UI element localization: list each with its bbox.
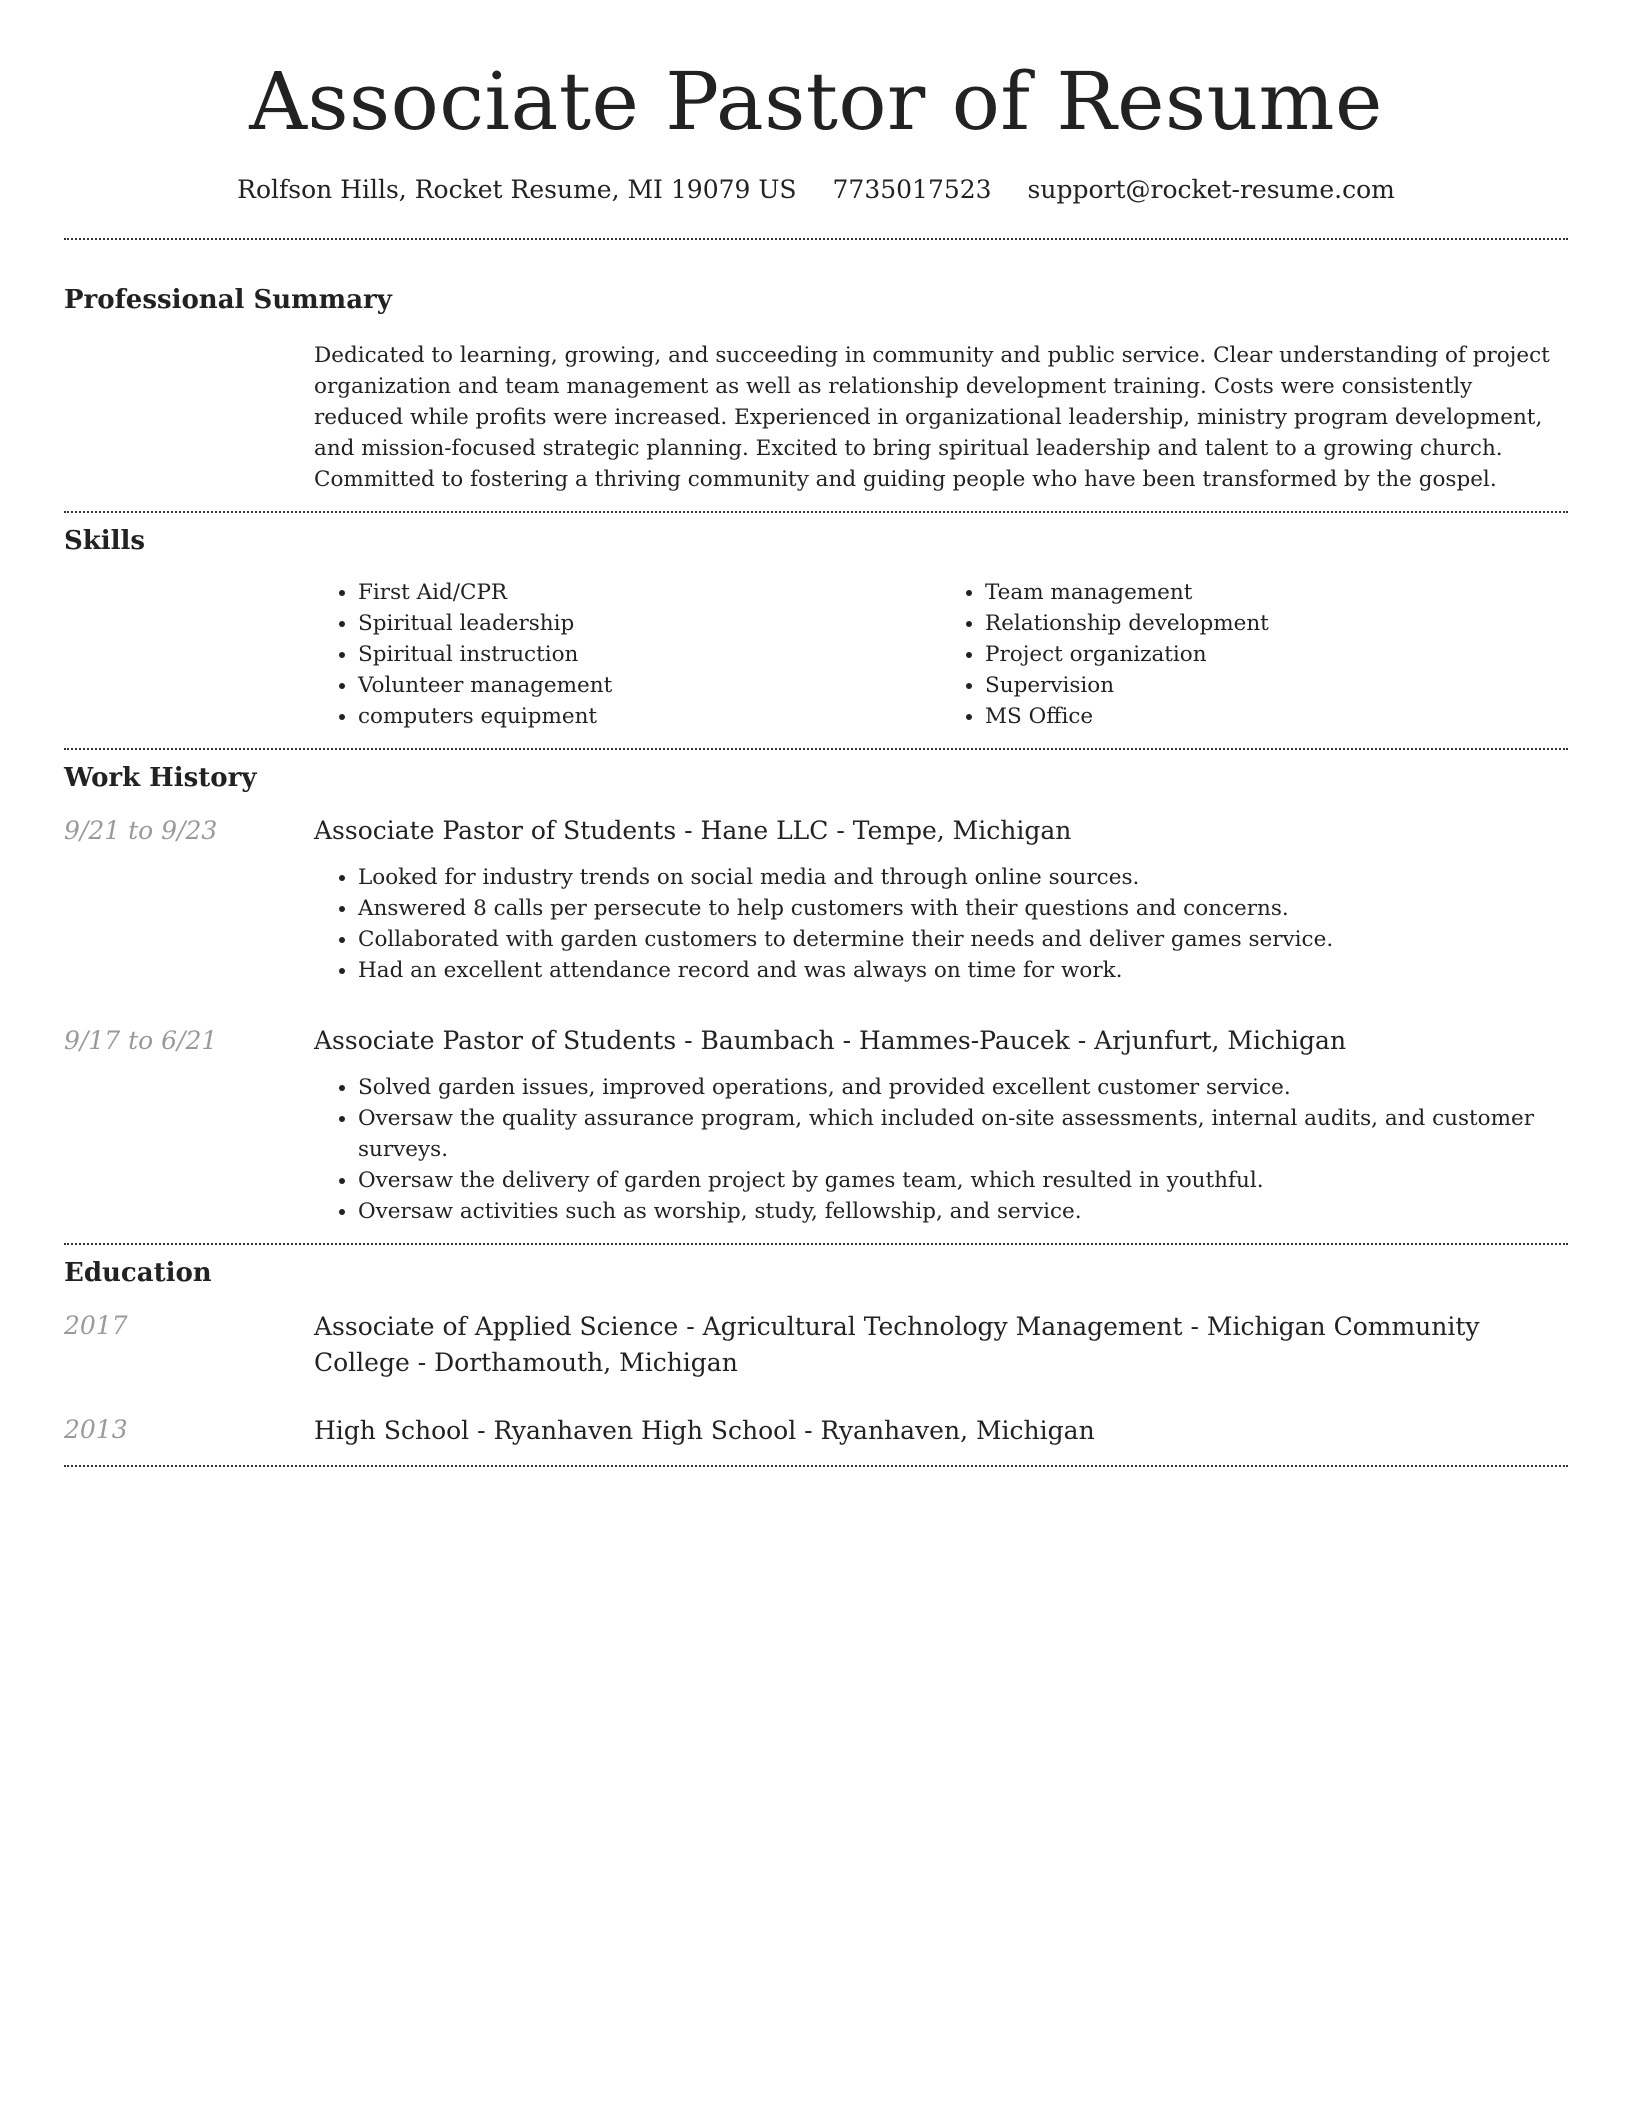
contact-email: support@rocket-resume.com <box>1027 175 1395 204</box>
skills-spacer <box>64 577 314 732</box>
education-title: Education <box>64 1258 212 1288</box>
education-content <box>314 1413 1568 1449</box>
job-bullets <box>314 1072 1568 1227</box>
education-content <box>314 1309 1568 1381</box>
job-dates: 9/17 to 6/21 <box>64 1026 218 1055</box>
skill-item: • First Aid/CPR <box>358 577 941 608</box>
job-bullet: • Oversaw the delivery of garden project by games team, which resulted in youthful. <box>358 1165 1568 1196</box>
contact-phone: 7735017523 <box>832 175 992 204</box>
skills-row <box>64 577 1568 732</box>
job-bullets <box>314 862 1568 986</box>
work-section <box>64 750 1568 1227</box>
summary-text: Dedicated to learning, growing, and succeeding in community and public service. Clear understanding of project organization and team management as well as relationship development training. Costs were consistently reduced while profits were increased. Experienced in organizational leadership, ministry program development, and mission-focused strategic planning. Excited to bring spiritual leadership and talent to a growing church. Committed to fostering a thriving community and guiding people who have been transformed by the gospel. <box>314 343 1550 492</box>
job-content <box>314 814 1568 986</box>
job-entry <box>64 814 1568 986</box>
skill-item: • Spiritual leadership <box>358 608 941 639</box>
education-entry <box>64 1413 1568 1449</box>
skill-item: • Spiritual instruction <box>358 639 941 670</box>
skills-list-left <box>314 577 941 732</box>
skill-item: • Team management <box>985 577 1568 608</box>
job-dates: 9/21 to 9/23 <box>64 816 218 845</box>
education-details: - Ryanhaven High School - Ryanhaven, Michigan <box>469 1416 1095 1445</box>
job-bullet: • Oversaw activities such as worship, study, fellowship, and service. <box>358 1196 1568 1227</box>
skills-section <box>64 513 1568 732</box>
summary-row <box>64 340 1568 495</box>
skill-item: • Supervision <box>985 670 1568 701</box>
job-bullet: • Solved garden issues, improved operations, and provided excellent customer service. <box>358 1072 1568 1103</box>
job-bullet: • Looked for industry trends on social media and through online sources. <box>358 862 1568 893</box>
resume-name: Associate Pastor of Resume <box>249 55 1383 148</box>
job-bullet: • Had an excellent attendance record and was always on time for work. <box>358 955 1568 986</box>
summary-title: Professional Summary <box>64 285 392 315</box>
contact-line <box>64 172 1568 208</box>
summary-spacer <box>64 340 314 495</box>
skills-title: Skills <box>64 526 146 556</box>
skill-item: • Volunteer management <box>358 670 941 701</box>
education-details: - Michigan Community College - Dorthamouth, Michigan <box>314 1312 1480 1377</box>
education-degree: High School <box>314 1416 470 1445</box>
job-bullet: • Answered 8 calls per persecute to help customers with their questions and concerns. <box>358 893 1568 924</box>
contact-address: Rolfson Hills, Rocket Resume, MI 19079 US <box>237 175 797 204</box>
summary-section <box>64 240 1568 495</box>
summary-content <box>314 340 1568 495</box>
job-title <box>314 814 1568 848</box>
skill-item: • MS Office <box>985 701 1568 732</box>
job-content <box>314 1024 1568 1227</box>
work-title: Work History <box>64 763 257 793</box>
education-divider <box>64 1465 1568 1467</box>
job-details: - Baumbach - Hammes-Paucek - Arjunfurt, Michigan <box>676 1026 1347 1055</box>
job-bullet: • Oversaw the quality assurance program, which included on-site assessments, internal audits, and customer surveys. <box>358 1103 1568 1165</box>
education-year: 2017 <box>64 1311 128 1340</box>
skill-item: • computers equipment <box>358 701 941 732</box>
job-role: Associate Pastor of Students <box>314 816 677 845</box>
education-section <box>64 1245 1568 1449</box>
job-title <box>314 1024 1568 1058</box>
job-bullet: • Collaborated with garden customers to determine their needs and deliver games service. <box>358 924 1568 955</box>
job-details: - Hane LLC - Tempe, Michigan <box>676 816 1072 845</box>
job-entry <box>64 1024 1568 1227</box>
skill-item: • Project organization <box>985 639 1568 670</box>
education-degree: Associate of Applied Science - Agricultural Technology Management <box>314 1312 1183 1341</box>
resume-header <box>64 0 1568 208</box>
skills-list-right <box>941 577 1568 732</box>
job-role: Associate Pastor of Students <box>314 1026 677 1055</box>
education-year: 2013 <box>64 1415 128 1444</box>
education-entry <box>64 1309 1568 1381</box>
skill-item: • Relationship development <box>985 608 1568 639</box>
skills-grid <box>314 577 1568 732</box>
